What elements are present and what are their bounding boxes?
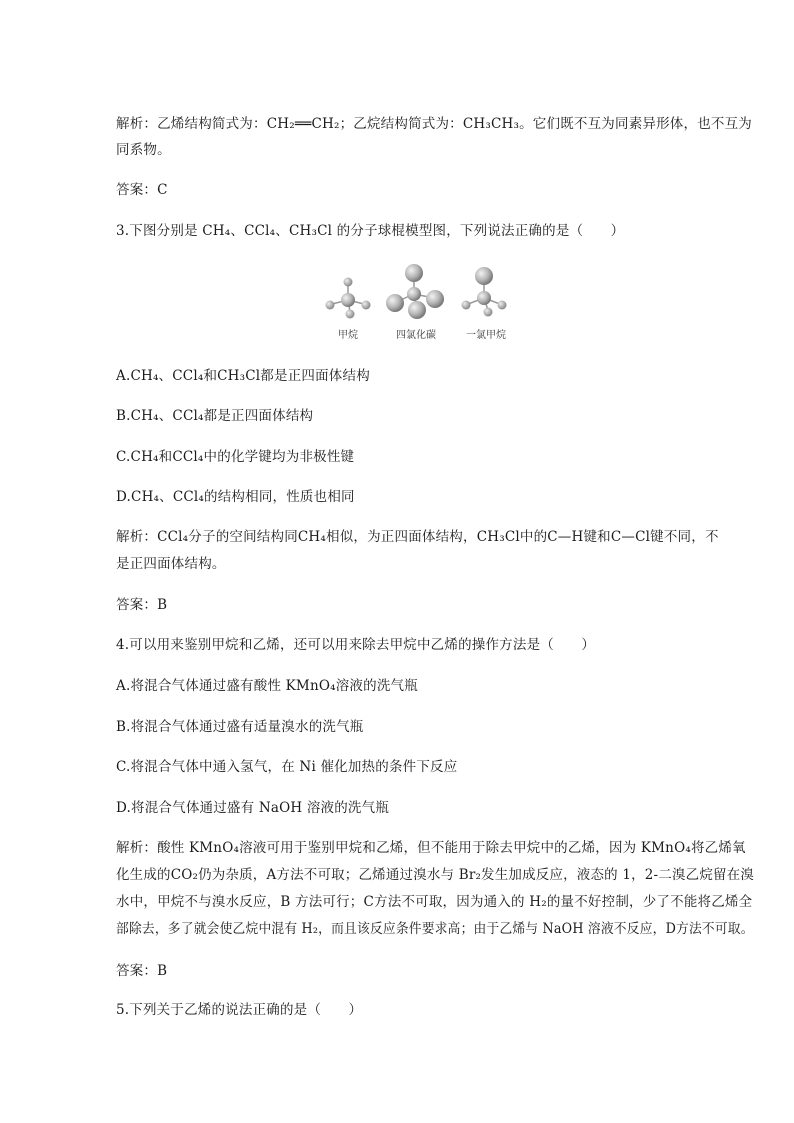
option-4c: C.将混合气体中通入氢气，在 Ni 催化加热的条件下反应	[116, 759, 458, 775]
answer-3: 答案：B	[116, 597, 168, 613]
question-3: 3.下图分别是 CH₄、CCl₄、CH₃Cl 的分子球棍模型图，下列说法正确的是（ ）	[116, 223, 625, 239]
caption-carbon-tetrachloride: 四氯化碳	[396, 330, 436, 341]
analysis-4-line-3: 水中，甲烷不与溴水反应，B 方法可行；C方法不可取，因为通入的 H₂的量不好控制，少了不能将乙烯全	[116, 894, 753, 910]
analysis-2-line-2: 同系物。	[116, 142, 171, 158]
methane-model	[326, 278, 371, 319]
question-5: 5.下列关于乙烯的说法正确的是（ ）	[116, 1002, 363, 1018]
analysis-3-line-1: 解析：CCl₄分子的空间结构同CH₄相似，为正四面体结构，CH₃Cl中的C—H键和C—Cl键不同，不	[116, 529, 719, 545]
caption-chloromethane: 一氯甲烷	[466, 330, 506, 341]
analysis-4-line-1: 解析：酸性 KMnO₄溶液可用于鉴别甲烷和乙烯，但不能用于除去甲烷中的乙烯，因为 KMnO₄将乙烯氧	[116, 840, 746, 856]
analysis-4-line-4: 部除去，多了就会使乙烷中混有 H₂，而且该反应条件要求高；由于乙烯与 NaOH 溶液不反应，D方法不可取。	[116, 921, 754, 937]
answer-4: 答案：B	[116, 963, 168, 979]
option-3a: A.CH₄、CCl₄和CH₃Cl都是正四面体结构	[116, 368, 370, 384]
option-4d: D.将混合气体通过盛有 NaOH 溶液的洗气瓶	[116, 800, 390, 816]
ball-stick-models	[318, 262, 518, 344]
analysis-4-line-2: 化生成的CO₂仍为杂质，A方法不可取；乙烯通过溴水与 Br₂发生加成反应，液态的 1，2-二溴乙烷留在溴	[116, 867, 755, 883]
analysis-2-line-1: 解析：乙烯结构简式为：CH₂══CH₂；乙烷结构简式为：CH₃CH₃。它们既不互为同素异形体，也不互为	[116, 116, 753, 132]
option-4b: B.将混合气体通过盛有适量溴水的洗气瓶	[116, 719, 364, 735]
chloromethane-model	[462, 267, 507, 317]
ball-stick-model-figure	[318, 262, 518, 344]
carbon-tetrachloride-model	[386, 264, 444, 319]
option-3d: D.CH₄、CCl₄的结构相同，性质也相同	[116, 489, 355, 505]
caption-methane: 甲烷	[338, 330, 358, 341]
question-4: 4.可以用来鉴别甲烷和乙烯，还可以用来除去甲烷中乙烯的操作方法是（ ）	[116, 637, 596, 653]
option-3c: C.CH₄和CCl₄中的化学键均为非极性键	[116, 449, 355, 465]
answer-2: 答案：C	[116, 182, 168, 198]
analysis-3-line-2: 是正四面体结构。	[116, 556, 226, 572]
option-4a: A.将混合气体通过盛有酸性 KMnO₄溶液的洗气瓶	[116, 678, 418, 694]
option-3b: B.CH₄、CCl₄都是正四面体结构	[116, 408, 314, 424]
